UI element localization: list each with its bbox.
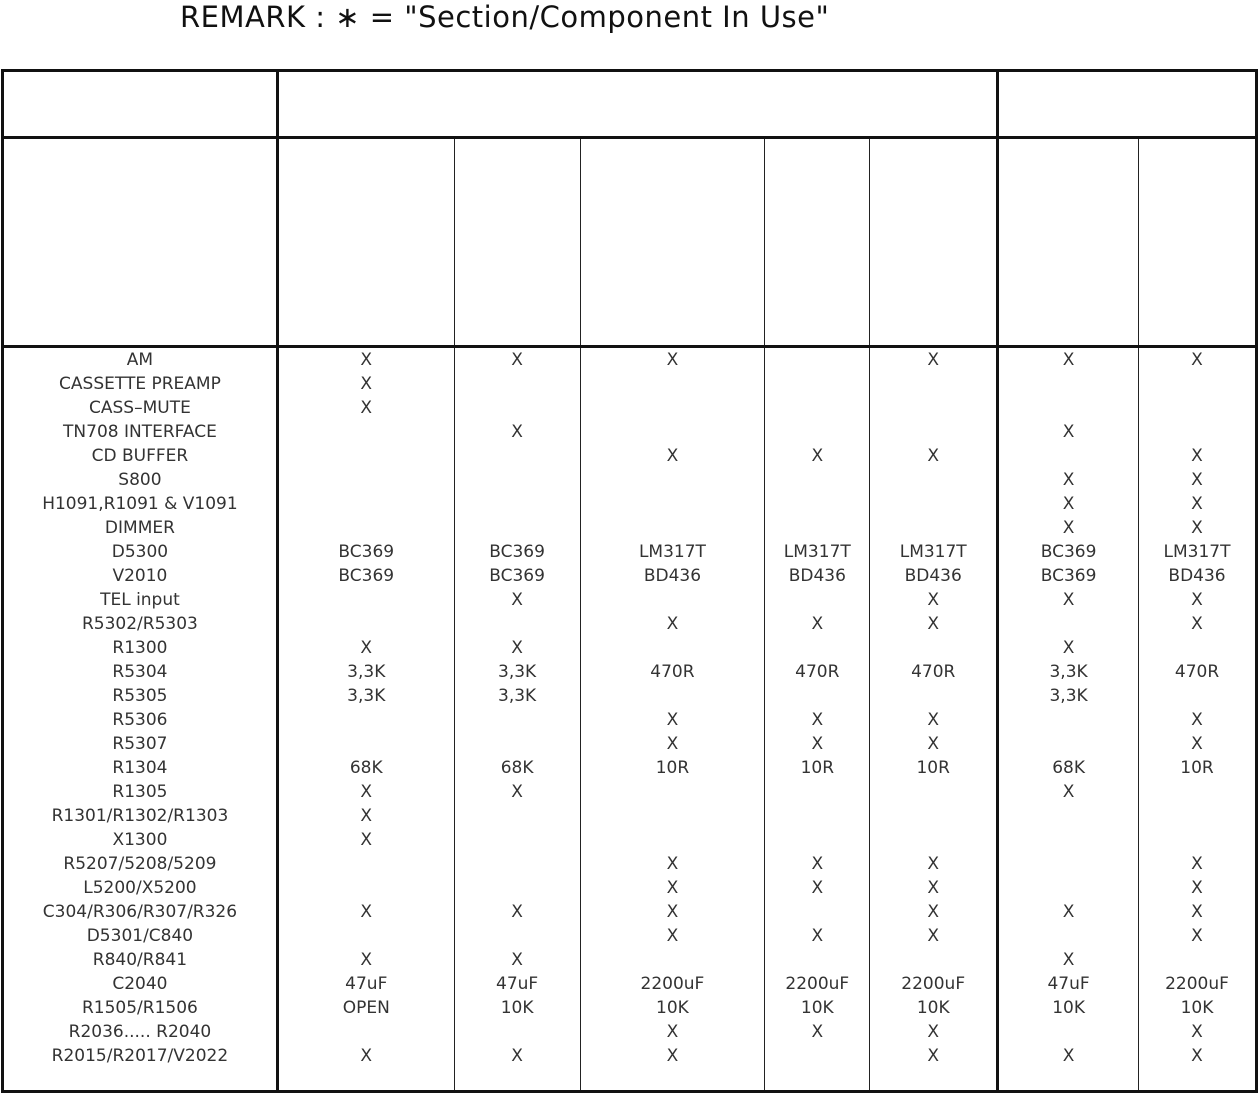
table-cell — [765, 588, 870, 612]
table-cell: X — [454, 1044, 580, 1068]
row-label: D5300 — [3, 540, 278, 564]
table-row — [3, 1020, 1257, 1044]
row-label: R2015/R2017/V2022 — [3, 1044, 278, 1068]
table-cell — [580, 948, 765, 972]
table-cell: X — [1139, 924, 1257, 948]
table-cell — [580, 636, 765, 660]
table-cell: LM317T — [870, 540, 998, 564]
table-cell: 10R — [870, 756, 998, 780]
table-cell: BD436 — [765, 564, 870, 588]
table-cell: X — [454, 780, 580, 804]
table-cell: LM317T — [580, 540, 765, 564]
table-cell — [765, 372, 870, 396]
row-label: V2010 — [3, 564, 278, 588]
table-cell: 2200uF — [580, 972, 765, 996]
row-label: R1304 — [3, 756, 278, 780]
table-cell: X — [870, 732, 998, 756]
table-cell — [998, 732, 1139, 756]
table-cell: 2200uF — [870, 972, 998, 996]
row-label: R1305 — [3, 780, 278, 804]
table-row — [3, 708, 1257, 732]
table-row — [3, 492, 1257, 516]
table-cell — [454, 828, 580, 852]
table-cell: X — [1139, 492, 1257, 516]
table-cell — [580, 468, 765, 492]
table-cell — [277, 468, 454, 492]
table-cell — [580, 372, 765, 396]
table-row — [3, 876, 1257, 900]
table-row — [3, 972, 1257, 996]
table-cell — [277, 516, 454, 540]
table-cell — [998, 708, 1139, 732]
table-cell: X — [870, 924, 998, 948]
table-cell — [454, 468, 580, 492]
table-cell: 68K — [454, 756, 580, 780]
table-cell: 47uF — [998, 972, 1139, 996]
table-cell: 10K — [998, 996, 1139, 1020]
table-cell: X — [277, 1044, 454, 1068]
row-label: R2036..... R2040 — [3, 1020, 278, 1044]
row-label: R5207/5208/5209 — [3, 852, 278, 876]
table-cell — [1139, 1068, 1257, 1092]
table-cell — [870, 420, 998, 444]
table-cell: X — [277, 372, 454, 396]
row-label: D5301/C840 — [3, 924, 278, 948]
table-cell: X — [870, 1020, 998, 1044]
table-cell: X — [277, 804, 454, 828]
table-cell — [580, 588, 765, 612]
table-cell — [765, 684, 870, 708]
table-cell: X — [580, 900, 765, 924]
table-cell: X — [1139, 1020, 1257, 1044]
table-cell — [1139, 780, 1257, 804]
table-cell: BC369 — [998, 540, 1139, 564]
table-cell — [765, 636, 870, 660]
table-cell — [765, 468, 870, 492]
table-cell: BD436 — [1139, 564, 1257, 588]
header-col-4 — [765, 138, 870, 347]
table-cell: X — [1139, 732, 1257, 756]
table-cell: X — [1139, 588, 1257, 612]
table-cell: X — [765, 1020, 870, 1044]
table-cell: X — [1139, 612, 1257, 636]
table-cell — [3, 1068, 278, 1092]
table-row — [3, 396, 1257, 420]
table-cell: X — [1139, 468, 1257, 492]
table-cell — [998, 612, 1139, 636]
table-cell — [870, 396, 998, 420]
row-label: R840/R841 — [3, 948, 278, 972]
table-cell: BC369 — [454, 564, 580, 588]
table-cell — [580, 684, 765, 708]
table-cell — [765, 516, 870, 540]
table-cell: X — [580, 732, 765, 756]
table-cell: X — [277, 900, 454, 924]
header-col-5 — [870, 138, 998, 347]
table-cell: BD436 — [580, 564, 765, 588]
table-row-empty — [3, 1068, 1257, 1092]
table-cell — [765, 804, 870, 828]
table-cell — [454, 708, 580, 732]
table-cell: 10R — [765, 756, 870, 780]
table-cell: BC369 — [277, 564, 454, 588]
table-cell — [454, 876, 580, 900]
table-row — [3, 924, 1257, 948]
table-cell — [765, 948, 870, 972]
table-cell: X — [277, 780, 454, 804]
table-cell: X — [765, 876, 870, 900]
table-row — [3, 516, 1257, 540]
table-cell: 470R — [870, 660, 998, 684]
table-row — [3, 347, 1257, 373]
table-cell: X — [1139, 876, 1257, 900]
table-cell — [454, 1020, 580, 1044]
row-label: R5305 — [3, 684, 278, 708]
table-cell: X — [277, 828, 454, 852]
table-row — [3, 948, 1257, 972]
table-cell: X — [277, 396, 454, 420]
table-cell: X — [998, 1044, 1139, 1068]
table-cell: X — [580, 1020, 765, 1044]
table-cell: 3,3K — [998, 660, 1139, 684]
table-cell: 470R — [765, 660, 870, 684]
table-cell: X — [580, 876, 765, 900]
row-label: CD BUFFER — [3, 444, 278, 468]
table-cell — [998, 1020, 1139, 1044]
table-cell — [765, 420, 870, 444]
table-cell: 47uF — [454, 972, 580, 996]
table-cell: BC369 — [998, 564, 1139, 588]
table-cell — [870, 372, 998, 396]
table-cell: 10K — [765, 996, 870, 1020]
table-cell — [765, 828, 870, 852]
table-cell: X — [1139, 1044, 1257, 1068]
table-cell — [580, 516, 765, 540]
table-cell — [580, 492, 765, 516]
table-cell — [277, 420, 454, 444]
row-label: R1505/R1506 — [3, 996, 278, 1020]
table-cell — [1139, 828, 1257, 852]
table-row — [3, 732, 1257, 756]
table-cell — [454, 804, 580, 828]
row-label: R5304 — [3, 660, 278, 684]
table-row — [3, 564, 1257, 588]
header-row-columns — [3, 138, 1257, 347]
table-cell — [277, 708, 454, 732]
table-cell — [454, 612, 580, 636]
table-cell: X — [870, 612, 998, 636]
table-cell — [765, 1044, 870, 1068]
row-label: C304/R306/R307/R326 — [3, 900, 278, 924]
table-cell: X — [454, 588, 580, 612]
table-row — [3, 636, 1257, 660]
table-cell: 68K — [998, 756, 1139, 780]
table-row — [3, 804, 1257, 828]
table-cell — [870, 684, 998, 708]
header-col-7 — [1139, 138, 1257, 347]
table-cell — [998, 396, 1139, 420]
table-cell: 2200uF — [1139, 972, 1257, 996]
table-cell — [580, 780, 765, 804]
table-cell — [998, 924, 1139, 948]
table-cell — [998, 804, 1139, 828]
table-cell: 470R — [580, 660, 765, 684]
table-cell: X — [1139, 900, 1257, 924]
table-row — [3, 1044, 1257, 1068]
table-cell — [870, 948, 998, 972]
table-cell: X — [870, 1044, 998, 1068]
table-cell: X — [998, 900, 1139, 924]
table-cell — [1139, 420, 1257, 444]
table-cell: 10K — [870, 996, 998, 1020]
table-row — [3, 468, 1257, 492]
row-label: TEL input — [3, 588, 278, 612]
table-cell — [998, 444, 1139, 468]
table-row — [3, 660, 1257, 684]
table-cell — [870, 516, 998, 540]
table-cell — [580, 396, 765, 420]
table-cell: 10K — [1139, 996, 1257, 1020]
row-label: R1301/R1302/R1303 — [3, 804, 278, 828]
table-cell — [454, 732, 580, 756]
row-label: CASS–MUTE — [3, 396, 278, 420]
table-cell — [277, 852, 454, 876]
table-cell — [870, 636, 998, 660]
table-row — [3, 540, 1257, 564]
header-row-top — [3, 71, 1257, 138]
table-cell: X — [454, 948, 580, 972]
table-cell: X — [580, 708, 765, 732]
table-cell: 47uF — [277, 972, 454, 996]
table-cell: BC369 — [277, 540, 454, 564]
row-label: X1300 — [3, 828, 278, 852]
table-cell: X — [998, 588, 1139, 612]
table-cell: X — [765, 852, 870, 876]
table-cell — [277, 492, 454, 516]
table-cell: X — [998, 492, 1139, 516]
table-cell — [454, 1068, 580, 1092]
table-cell — [277, 876, 454, 900]
table-cell: X — [870, 444, 998, 468]
table-cell: X — [454, 347, 580, 373]
table-cell: 3,3K — [277, 660, 454, 684]
table-cell — [998, 852, 1139, 876]
table-cell: X — [998, 636, 1139, 660]
table-cell — [580, 1068, 765, 1092]
table-cell — [277, 732, 454, 756]
table-cell: BD436 — [870, 564, 998, 588]
table-cell — [580, 804, 765, 828]
table-cell: X — [765, 612, 870, 636]
table-cell: X — [998, 780, 1139, 804]
header-cell-label — [3, 138, 278, 347]
table-cell — [870, 804, 998, 828]
table-row — [3, 828, 1257, 852]
table-cell: 3,3K — [277, 684, 454, 708]
table-cell — [765, 347, 870, 373]
table-cell — [454, 924, 580, 948]
row-label: R5306 — [3, 708, 278, 732]
table-cell: X — [580, 444, 765, 468]
table-cell: X — [580, 852, 765, 876]
table-cell: X — [580, 347, 765, 373]
table-cell — [277, 1068, 454, 1092]
table-cell — [998, 828, 1139, 852]
table-row — [3, 420, 1257, 444]
table-cell: LM317T — [765, 540, 870, 564]
table-cell: X — [870, 852, 998, 876]
table-cell — [765, 1068, 870, 1092]
table-cell: X — [870, 588, 998, 612]
table-cell: X — [277, 948, 454, 972]
table-cell: X — [765, 732, 870, 756]
table-row — [3, 372, 1257, 396]
header-col-6 — [998, 138, 1139, 347]
table-cell: X — [454, 900, 580, 924]
table-row — [3, 444, 1257, 468]
table-cell — [454, 444, 580, 468]
table-cell: 10K — [580, 996, 765, 1020]
table-cell: X — [277, 347, 454, 373]
row-label: TN708 INTERFACE — [3, 420, 278, 444]
table-cell: 2200uF — [765, 972, 870, 996]
table-cell: X — [1139, 708, 1257, 732]
table-cell: X — [765, 444, 870, 468]
table-cell: X — [277, 636, 454, 660]
table-cell — [870, 468, 998, 492]
table-cell: BC369 — [454, 540, 580, 564]
table-cell: X — [870, 900, 998, 924]
table-cell — [998, 876, 1139, 900]
table-cell: 3,3K — [454, 660, 580, 684]
table-cell: 68K — [277, 756, 454, 780]
table-cell: X — [998, 347, 1139, 373]
table-cell: X — [580, 1044, 765, 1068]
header-col-3 — [580, 138, 765, 347]
table-cell — [870, 492, 998, 516]
table-cell: 10R — [1139, 756, 1257, 780]
table-cell — [870, 1068, 998, 1092]
table-cell: X — [870, 708, 998, 732]
table-row — [3, 900, 1257, 924]
table-cell: X — [998, 468, 1139, 492]
header-group-cell-2 — [998, 71, 1257, 138]
table-cell — [870, 780, 998, 804]
table-cell: X — [580, 924, 765, 948]
table-cell: LM317T — [1139, 540, 1257, 564]
table-cell — [454, 492, 580, 516]
table-cell: X — [1139, 516, 1257, 540]
row-label: R1300 — [3, 636, 278, 660]
header-col-1 — [277, 138, 454, 347]
table-cell — [765, 780, 870, 804]
table-cell: X — [454, 636, 580, 660]
table-cell — [1139, 684, 1257, 708]
table-cell — [765, 900, 870, 924]
table-cell — [277, 1020, 454, 1044]
table-cell: X — [998, 948, 1139, 972]
table-cell — [765, 396, 870, 420]
row-label: R5302/R5303 — [3, 612, 278, 636]
table-cell: 470R — [1139, 660, 1257, 684]
header-group-cell-1 — [277, 71, 997, 138]
row-label: H1091,R1091 & V1091 — [3, 492, 278, 516]
table-cell: 10R — [580, 756, 765, 780]
table-cell: X — [998, 516, 1139, 540]
table-cell — [454, 852, 580, 876]
row-label: R5307 — [3, 732, 278, 756]
table-row — [3, 756, 1257, 780]
row-label: S800 — [3, 468, 278, 492]
table-cell: 3,3K — [454, 684, 580, 708]
table-cell — [580, 828, 765, 852]
table-cell — [1139, 636, 1257, 660]
table-cell — [454, 396, 580, 420]
table-cell: X — [870, 876, 998, 900]
table-cell — [870, 828, 998, 852]
table-row — [3, 996, 1257, 1020]
row-label: C2040 — [3, 972, 278, 996]
table-cell — [277, 444, 454, 468]
table-cell — [277, 612, 454, 636]
table-cell — [765, 492, 870, 516]
table-cell — [1139, 948, 1257, 972]
table-cell: 10K — [454, 996, 580, 1020]
table-row — [3, 852, 1257, 876]
remark-heading: REMARK : ∗ = "Section/Component In Use" — [180, 0, 830, 34]
table-cell — [277, 588, 454, 612]
table-cell — [1139, 396, 1257, 420]
table-cell — [1139, 372, 1257, 396]
table-cell — [277, 924, 454, 948]
table-cell: OPEN — [277, 996, 454, 1020]
table-cell — [998, 372, 1139, 396]
table-cell: X — [454, 420, 580, 444]
component-table — [1, 69, 1258, 1093]
table-cell: X — [1139, 852, 1257, 876]
table-cell: X — [998, 420, 1139, 444]
table-cell — [454, 372, 580, 396]
table-row — [3, 684, 1257, 708]
table-cell — [580, 420, 765, 444]
row-label: CASSETTE PREAMP — [3, 372, 278, 396]
table-cell: X — [870, 347, 998, 373]
row-label: DIMMER — [3, 516, 278, 540]
table-cell — [1139, 804, 1257, 828]
table-cell: X — [1139, 444, 1257, 468]
table-cell: 3,3K — [998, 684, 1139, 708]
row-label: L5200/X5200 — [3, 876, 278, 900]
table-cell: X — [765, 708, 870, 732]
table-row — [3, 612, 1257, 636]
table-cell: X — [765, 924, 870, 948]
table-cell: X — [580, 612, 765, 636]
row-label: AM — [3, 347, 278, 373]
header-cell-blank — [3, 71, 278, 138]
table-row — [3, 588, 1257, 612]
table-cell — [454, 516, 580, 540]
table-cell — [998, 1068, 1139, 1092]
table-row — [3, 780, 1257, 804]
header-col-2 — [454, 138, 580, 347]
table-cell: X — [1139, 347, 1257, 373]
